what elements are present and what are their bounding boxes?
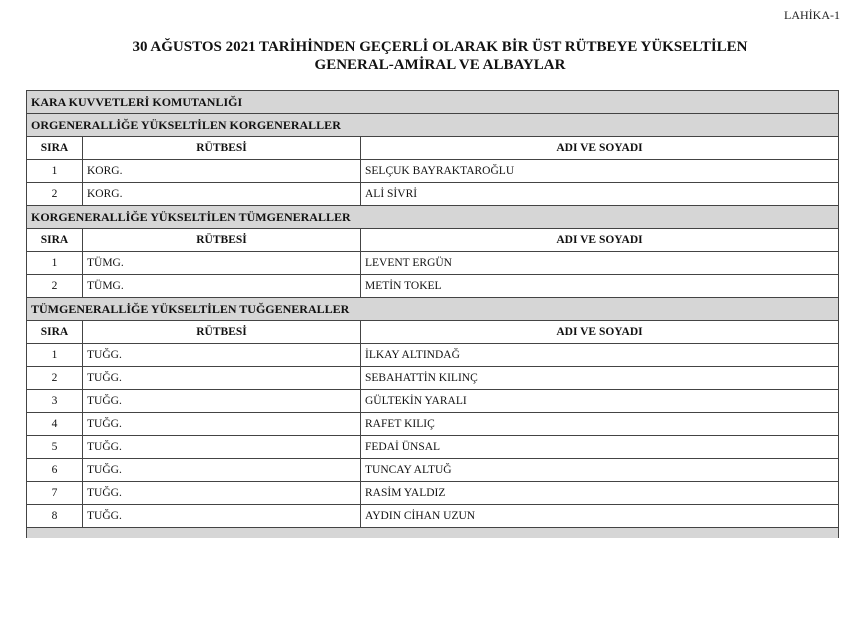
row-rank: TUĞG. [83,505,361,528]
header-ad-soyad: ADI VE SOYADI [361,229,839,252]
section-title: KORGENERALLİĞE YÜKSELTİLEN TÜMGENERALLER [27,206,839,229]
command-row [27,91,839,114]
section-title-row [27,298,839,321]
row-name: AYDIN CİHAN UZUN [361,505,839,528]
header-rutbe: RÜTBESİ [83,229,361,252]
row-number: 2 [27,367,83,390]
header-sira: SIRA [27,137,83,160]
table-row [27,160,839,183]
title-line-1: 30 AĞUSTOS 2021 TARİHİNDEN GEÇERLİ OLARAK BİR ÜST RÜTBEYE YÜKSELTİLEN [132,39,748,55]
row-rank: TUĞG. [83,482,361,505]
continuation-cell [27,528,839,539]
row-number: 5 [27,436,83,459]
promotion-table-body [27,91,839,539]
document-title [30,38,850,74]
row-number: 4 [27,413,83,436]
table-row [27,505,839,528]
command-title: KARA KUVVETLERİ KOMUTANLIĞI [27,91,839,114]
table-row [27,344,839,367]
column-header-row [27,321,839,344]
row-name: SELÇUK BAYRAKTAROĞLU [361,160,839,183]
row-number: 1 [27,160,83,183]
column-header-row [27,229,839,252]
annex-label: LAHİKA-1 [784,8,840,22]
header-rutbe: RÜTBESİ [83,321,361,344]
row-name: İLKAY ALTINDAĞ [361,344,839,367]
row-name: GÜLTEKİN YARALI [361,390,839,413]
row-rank: TUĞG. [83,390,361,413]
header-ad-soyad: ADI VE SOYADI [361,321,839,344]
header-sira: SIRA [27,229,83,252]
row-number: 2 [27,275,83,298]
table-row [27,183,839,206]
section-title: ORGENERALLİĞE YÜKSELTİLEN KORGENERALLER [27,114,839,137]
table-row [27,413,839,436]
section-title-row [27,114,839,137]
header-sira: SIRA [27,321,83,344]
row-name: SEBAHATTİN KILINÇ [361,367,839,390]
header-ad-soyad: ADI VE SOYADI [361,137,839,160]
table-row [27,252,839,275]
row-name: ALİ SİVRİ [361,183,839,206]
row-number: 8 [27,505,83,528]
row-rank: TUĞG. [83,436,361,459]
row-name: METİN TOKEL [361,275,839,298]
row-rank: KORG. [83,160,361,183]
table-row [27,482,839,505]
row-number: 2 [27,183,83,206]
section-title-row [27,206,839,229]
column-header-row [27,137,839,160]
row-rank: TÜMG. [83,252,361,275]
table-row [27,459,839,482]
section-title: TÜMGENERALLİĞE YÜKSELTİLEN TUĞGENERALLER [27,298,839,321]
table-row [27,275,839,298]
row-number: 3 [27,390,83,413]
row-number: 7 [27,482,83,505]
row-name: FEDAİ ÜNSAL [361,436,839,459]
row-rank: TÜMG. [83,275,361,298]
header-rutbe: RÜTBESİ [83,137,361,160]
promotion-table [26,90,839,538]
row-name: RASİM YALDIZ [361,482,839,505]
table-row [27,436,839,459]
row-rank: KORG. [83,183,361,206]
row-number: 6 [27,459,83,482]
row-rank: TUĞG. [83,413,361,436]
row-number: 1 [27,252,83,275]
title-line-2: GENERAL-AMİRAL VE ALBAYLAR [314,57,566,73]
row-rank: TUĞG. [83,344,361,367]
row-name: LEVENT ERGÜN [361,252,839,275]
continuation-row [27,528,839,539]
row-rank: TUĞG. [83,459,361,482]
row-name: RAFET KILIÇ [361,413,839,436]
row-rank: TUĞG. [83,367,361,390]
row-number: 1 [27,344,83,367]
row-name: TUNCAY ALTUĞ [361,459,839,482]
table-row [27,390,839,413]
table-row [27,367,839,390]
